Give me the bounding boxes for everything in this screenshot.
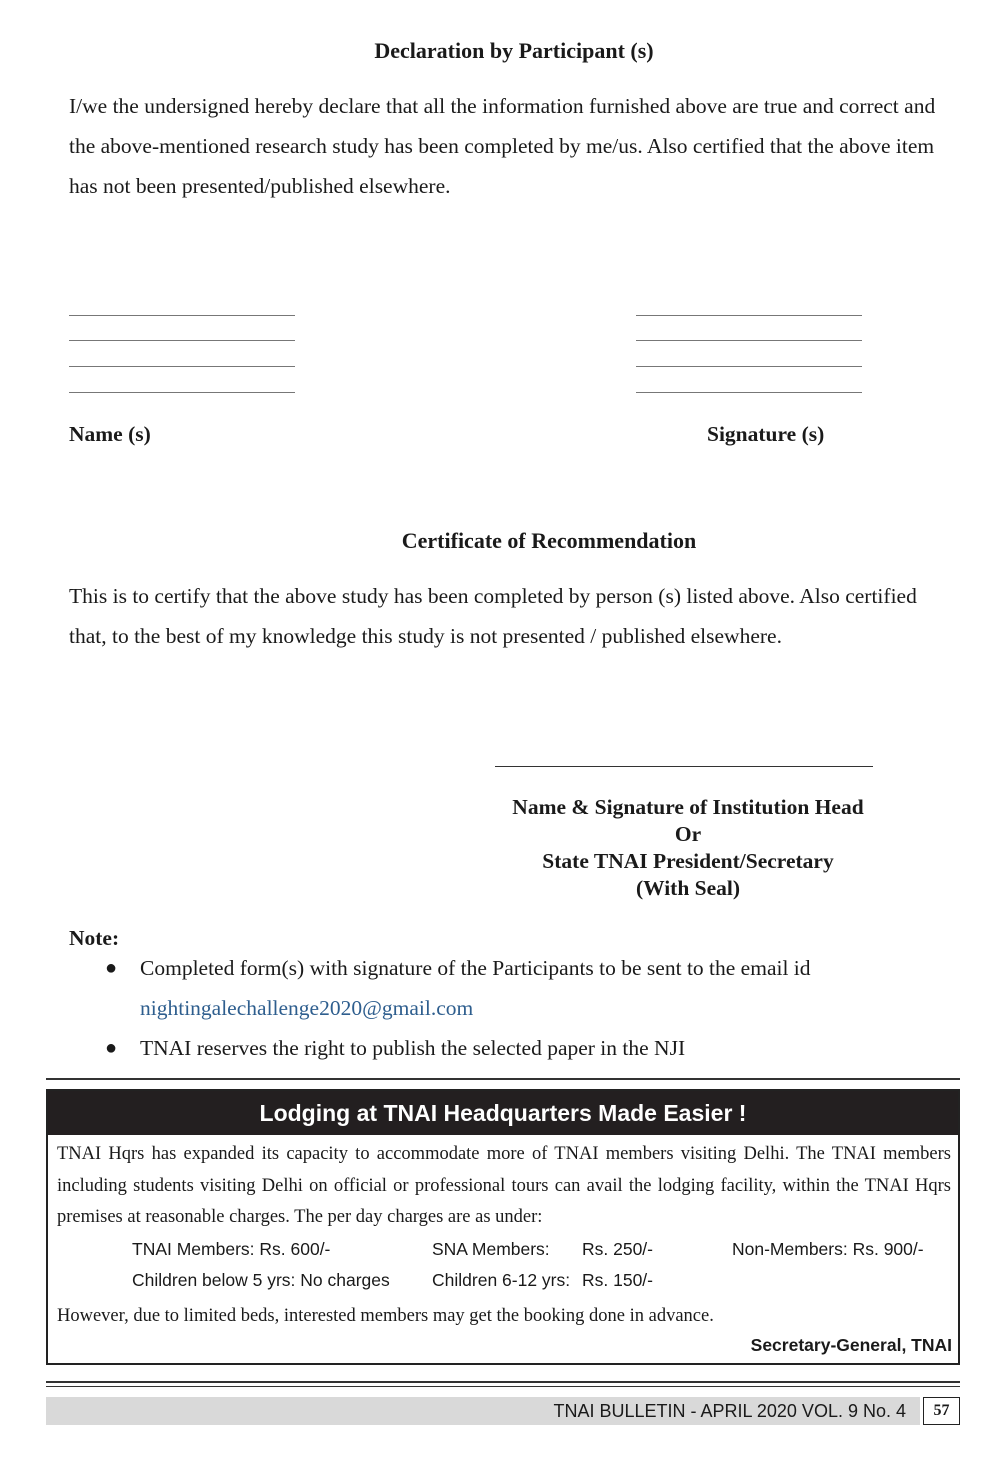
- page-number: 57: [923, 1397, 960, 1425]
- signature-blank-line: [636, 340, 862, 341]
- signatory-alternate: State TNAI President/Secretary: [542, 849, 834, 873]
- name-blank-line: [69, 366, 295, 367]
- charges-cell: Children below 5 yrs: No charges: [132, 1270, 390, 1290]
- declaration-heading: Declaration by Participant (s): [374, 38, 654, 63]
- footer-divider: [46, 1381, 960, 1383]
- charges-table: [132, 1239, 932, 1301]
- charges-row: [132, 1270, 932, 1301]
- charges-cell: Rs. 250/-: [582, 1239, 653, 1259]
- name-blank-line: [69, 340, 295, 341]
- charges-cell: TNAI Members: Rs. 600/-: [132, 1239, 331, 1259]
- charges-cell: Children 6-12 yrs:: [432, 1270, 571, 1290]
- signatory-block: [470, 794, 906, 902]
- note-label: Note:: [69, 926, 120, 950]
- lodging-signatory: Secretary-General, TNAI: [750, 1335, 952, 1355]
- certificate-text: This is to certify that the above study has been completed by person (s) listed above. Also certified that, to the best of my knowledge this study is not presented / published elsewhere.: [69, 584, 917, 648]
- bullet-icon: ●: [105, 1037, 118, 1059]
- footer-publication: TNAI BULLETIN - APRIL 2020 VOL. 9 No. 4: [553, 1401, 906, 1421]
- note-item-text: Completed form(s) with signature of the Participants to be sent to the email id: [140, 956, 811, 980]
- signature-label: Signature (s): [707, 422, 825, 446]
- signatory-title: Name & Signature of Institution Head: [512, 795, 864, 819]
- signature-blank-line: [636, 315, 862, 316]
- lodging-title: Lodging at TNAI Headquarters Made Easier !: [48, 1091, 958, 1135]
- charges-row: [132, 1239, 932, 1270]
- note-item: [105, 948, 965, 1028]
- declaration-text: I/we the undersigned hereby declare that all the information furnished above are true and correct and the above-mentioned research study has been completed by me/us. Also certified that the above item has not been presented/published elsewhere.: [69, 94, 936, 198]
- email-link[interactable]: nightingalechallenge2020@gmail.com: [140, 996, 474, 1020]
- signatory-or: Or: [674, 822, 702, 846]
- name-label: Name (s): [69, 422, 151, 446]
- lodging-text: TNAI Hqrs has expanded its capacity to accommodate more of TNAI members visiting Delhi. The TNAI members including students visiting Delhi on official or professional tours can avail the lodging facility, within the TNAI Hqrs premises at reasonable charges. The per day charges are as under:: [57, 1144, 951, 1227]
- footer-bar: [46, 1397, 920, 1425]
- bullet-icon: ●: [105, 957, 118, 979]
- note-item-text: TNAI reserves the right to publish the selected paper in the NJI: [140, 1036, 686, 1060]
- signatory-seal: (With Seal): [635, 876, 741, 900]
- institution-head-signature-line: [495, 766, 873, 767]
- name-blank-line: [69, 315, 295, 316]
- signature-blank-line: [636, 366, 862, 367]
- section-divider: [46, 1078, 960, 1080]
- advance-booking-text: However, due to limited beds, interested members may get the booking done in advance.: [57, 1306, 714, 1326]
- footer-divider: [46, 1386, 960, 1387]
- certificate-heading: Certificate of Recommendation: [401, 528, 697, 553]
- charges-cell: SNA Members:: [432, 1239, 550, 1259]
- signature-blank-line: [636, 392, 862, 393]
- lodging-notice-box: [46, 1089, 960, 1365]
- charges-cell: Non-Members: Rs. 900/-: [732, 1239, 924, 1259]
- note-list: [105, 948, 965, 1068]
- note-item: [105, 1028, 965, 1068]
- charges-cell: Rs. 150/-: [582, 1270, 653, 1290]
- name-blank-line: [69, 392, 295, 393]
